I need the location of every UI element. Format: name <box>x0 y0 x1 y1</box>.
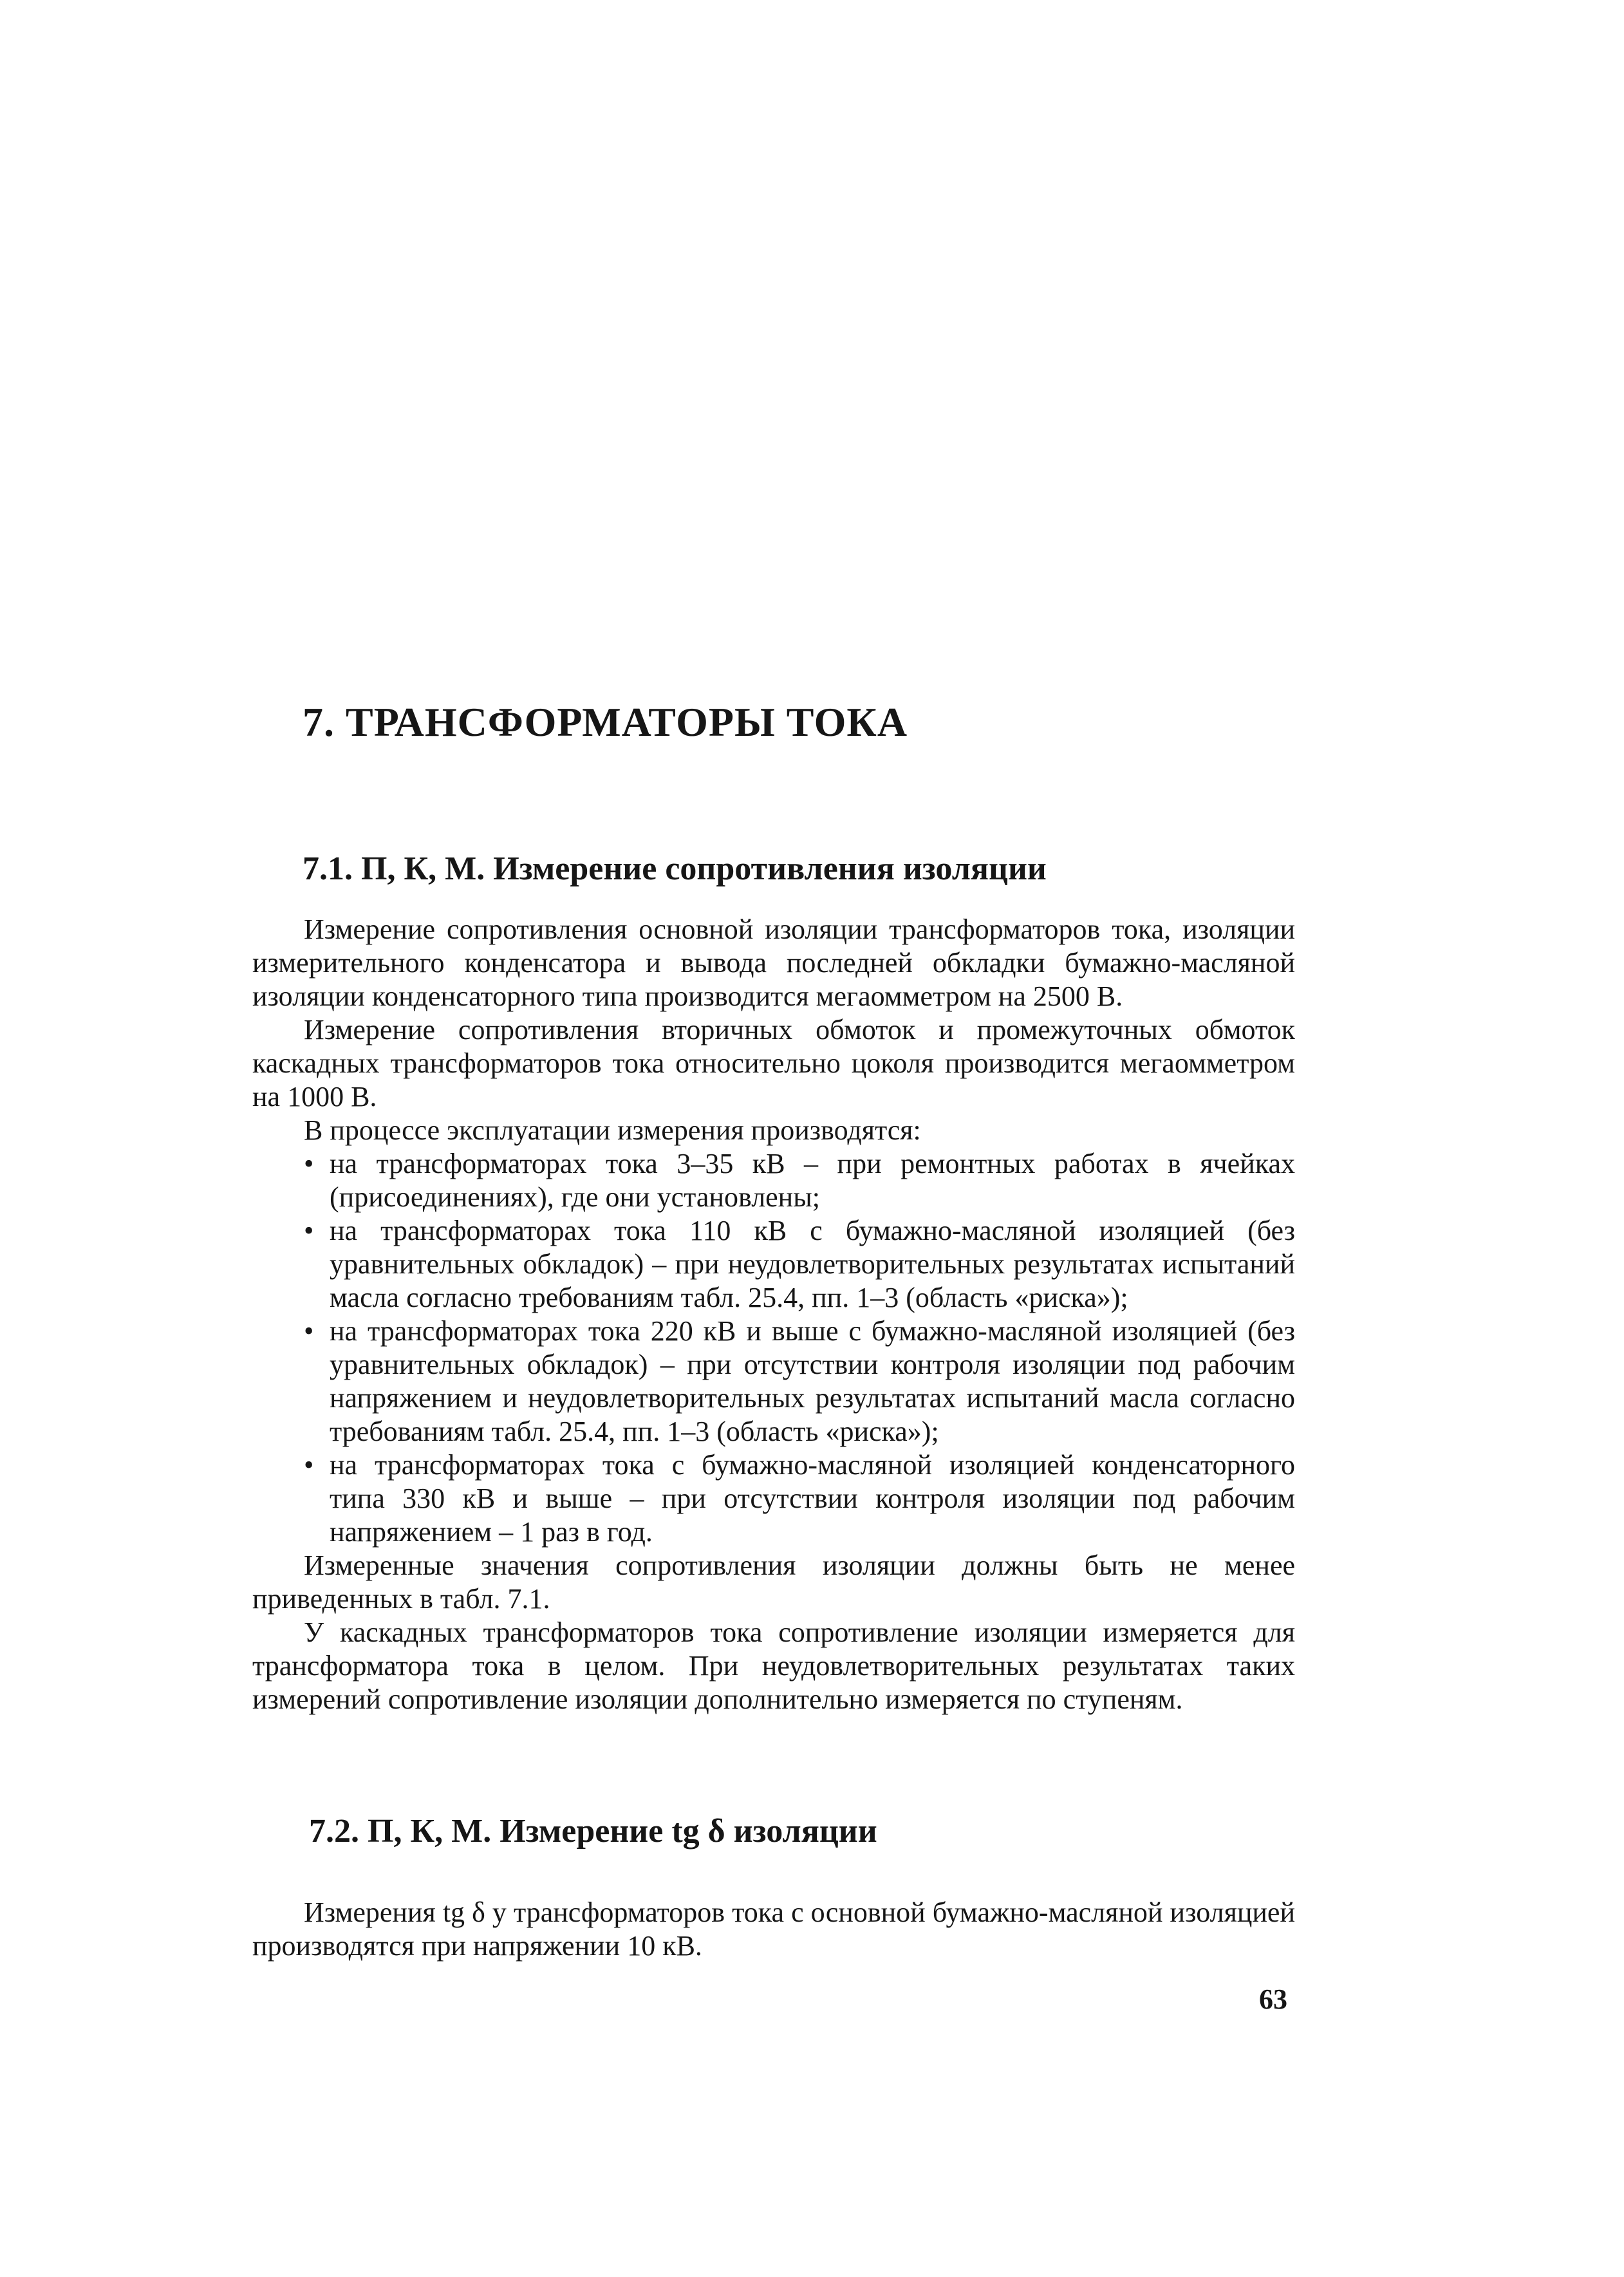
paragraph: Измерение сопротивления вторичных обмоток и промежуточных обмоток каскадных трансформаторов тока относительно цоколя производится мегаомметром на 1000 В. <box>252 1014 1295 1112</box>
page-number: 63 <box>1259 1983 1287 2015</box>
bullet-list <box>252 1147 1295 1549</box>
list-item-text: на трансформаторах тока 110 кВ с бумажно-масляной изоляцией (без уравнительных обкладок) – при неудовлетворительных результатах испытаний масла согласно требованиям табл. 25.4, пп. 1–3 (область «риска»); <box>330 1215 1295 1313</box>
list-item <box>252 1214 1295 1315</box>
paragraph: Измеренные значения сопротивления изоляции должны быть не менее приведенных в табл. 7.1. <box>252 1550 1295 1615</box>
section-title-7-2: 7.2. П, К, М. Измерение tg δ изоляции <box>309 1813 877 1850</box>
paragraph: Измерение сопротивления основной изоляции трансформаторов тока, изоляции измерительного конденсатора и вывода последней обкладки бумажно-масляной изоляции конденсаторного типа производится мегаомметром на 2500 В. <box>252 914 1295 1012</box>
bullet-icon: • <box>304 1215 314 1246</box>
list-item <box>252 1315 1295 1448</box>
paragraph: В процессе эксплуатации измерения производятся: <box>304 1114 921 1146</box>
chapter-title: 7. ТРАНСФОРМАТОРЫ ТОКА <box>303 699 908 745</box>
bullet-icon: • <box>304 1449 314 1481</box>
section-7-1-body <box>252 913 1295 1716</box>
list-item-text: на трансформаторах тока 3–35 кВ – при ремонтных работах в ячейках (присоединениях), где они установлены; <box>330 1148 1295 1213</box>
list-item <box>252 1448 1295 1549</box>
list-item-text: на трансформаторах тока с бумажно-масляной изоляцией конденсаторного типа 330 кВ и выше – при отсутствии контроля изоляции под рабочим напряжением – 1 раз в год. <box>330 1449 1295 1548</box>
bullet-icon: • <box>304 1148 314 1179</box>
section-title-7-1: 7.1. П, К, М. Измерение сопротивления изоляции <box>303 850 1047 887</box>
paragraph: Измерения tg δ у трансформаторов тока с основной бумажно-масляной изоляцией производятся при напряжении 10 кВ. <box>252 1897 1295 1962</box>
paragraph: У каскадных трансформаторов тока сопротивление изоляции измеряется для трансформатора тока в целом. При неудовлетворительных результатах таких измерений сопротивление изоляции дополнительно измеряется по ступеням. <box>252 1616 1295 1715</box>
bullet-icon: • <box>304 1315 314 1347</box>
list-item-text: на трансформаторах тока 220 кВ и выше с бумажно-масляной изоляцией (без уравнительных обкладок) – при отсутствии контроля изоляции под рабочим напряжением и неудовлетворительных результатах испытаний масла согласно требованиям табл. 25.4, пп. 1–3 (область «риска»); <box>330 1315 1295 1447</box>
section-7-2-body <box>252 1896 1295 1963</box>
list-item <box>252 1147 1295 1214</box>
